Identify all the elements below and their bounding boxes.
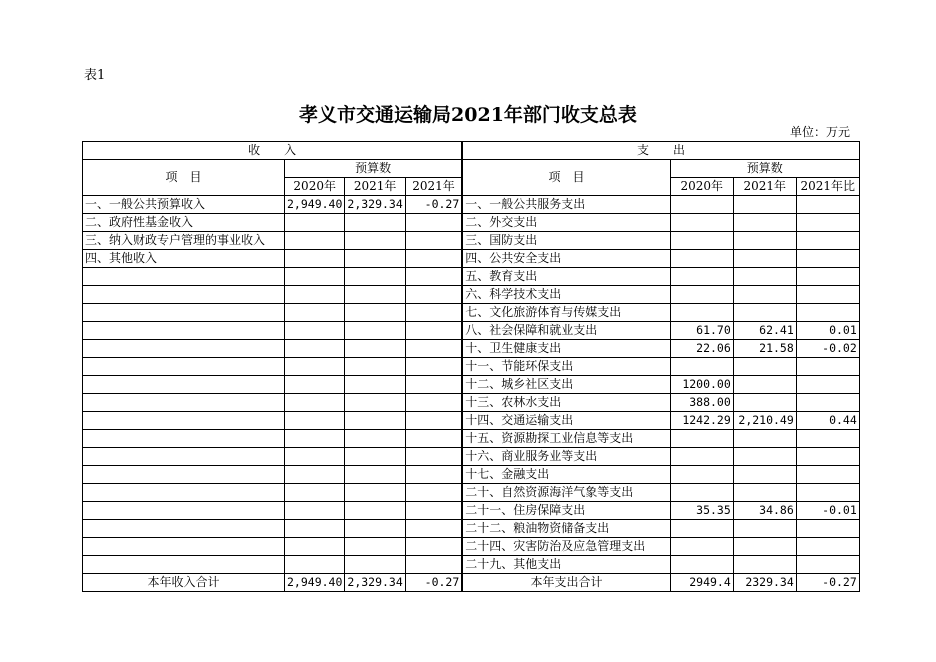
expense-value bbox=[670, 430, 733, 448]
income-item-label bbox=[83, 502, 285, 520]
table-row bbox=[83, 556, 860, 574]
expense-value bbox=[670, 556, 733, 574]
expense-item-label: 二十、自然资源海洋气象等支出 bbox=[462, 484, 670, 502]
expense-value bbox=[733, 556, 796, 574]
expense-value bbox=[796, 250, 859, 268]
income-item-label bbox=[83, 520, 285, 538]
expense-total-label: 本年支出合计 bbox=[462, 574, 670, 592]
income-item-label bbox=[83, 322, 285, 340]
income-value bbox=[405, 502, 462, 520]
income-value bbox=[345, 556, 405, 574]
expense-year-header: 2021年比 bbox=[796, 178, 859, 196]
unit-label: 单位：万元 bbox=[789, 125, 850, 139]
expense-value bbox=[796, 196, 859, 214]
income-value bbox=[285, 232, 345, 250]
expense-value: 21.58 bbox=[733, 340, 796, 358]
income-value bbox=[345, 322, 405, 340]
expense-value bbox=[796, 556, 859, 574]
expense-value bbox=[670, 304, 733, 322]
income-item-label bbox=[83, 304, 285, 322]
expense-value bbox=[796, 286, 859, 304]
expense-budget-header: 预算数 bbox=[670, 160, 859, 178]
income-item-label bbox=[83, 286, 285, 304]
expense-item-label: 一、一般公共服务支出 bbox=[462, 196, 670, 214]
income-value: 2,329.34 bbox=[345, 196, 405, 214]
expense-value bbox=[796, 358, 859, 376]
income-item-label bbox=[83, 466, 285, 484]
table-row bbox=[83, 466, 860, 484]
expense-item-header: 项 目 bbox=[462, 160, 670, 196]
income-value bbox=[345, 376, 405, 394]
income-item-label: 四、其他收入 bbox=[83, 250, 285, 268]
expense-item-label: 十三、农林水支出 bbox=[462, 394, 670, 412]
expense-item-label: 六、科学技术支出 bbox=[462, 286, 670, 304]
expense-total-value: 2329.34 bbox=[733, 574, 796, 592]
table-row bbox=[83, 430, 860, 448]
income-value bbox=[285, 322, 345, 340]
table-row bbox=[83, 340, 860, 358]
expense-value bbox=[733, 232, 796, 250]
income-value bbox=[405, 322, 462, 340]
expense-item-label: 五、教育支出 bbox=[462, 268, 670, 286]
expense-value bbox=[733, 466, 796, 484]
income-value bbox=[405, 250, 462, 268]
table-row bbox=[83, 268, 860, 286]
income-value bbox=[285, 484, 345, 502]
income-value bbox=[345, 412, 405, 430]
expense-value: -0.02 bbox=[796, 340, 859, 358]
income-item-label: 三、纳入财政专户管理的事业收入 bbox=[83, 232, 285, 250]
income-value bbox=[285, 520, 345, 538]
expense-value: 22.06 bbox=[670, 340, 733, 358]
income-value bbox=[285, 376, 345, 394]
table-row bbox=[83, 286, 860, 304]
income-total-value: 2,329.34 bbox=[345, 574, 405, 592]
income-item-label bbox=[83, 412, 285, 430]
expense-value bbox=[670, 484, 733, 502]
table-row bbox=[83, 484, 860, 502]
expense-section-header: 支 出 bbox=[462, 142, 859, 160]
income-value bbox=[345, 232, 405, 250]
income-value bbox=[285, 502, 345, 520]
expense-value bbox=[796, 394, 859, 412]
expense-item-label: 十四、交通运输支出 bbox=[462, 412, 670, 430]
income-value bbox=[345, 502, 405, 520]
income-item-label bbox=[83, 448, 285, 466]
expense-value bbox=[670, 250, 733, 268]
expense-value: 0.44 bbox=[796, 412, 859, 430]
expense-item-label: 十五、资源勘探工业信息等支出 bbox=[462, 430, 670, 448]
expense-value bbox=[796, 304, 859, 322]
income-value bbox=[345, 286, 405, 304]
expense-value bbox=[796, 466, 859, 484]
table-row bbox=[83, 250, 860, 268]
income-value bbox=[345, 214, 405, 232]
expense-value bbox=[733, 538, 796, 556]
income-value bbox=[405, 214, 462, 232]
expense-item-label: 十、卫生健康支出 bbox=[462, 340, 670, 358]
totals-row bbox=[83, 574, 860, 592]
income-value bbox=[345, 520, 405, 538]
income-year-header: 2021年 bbox=[405, 178, 462, 196]
income-total-value: -0.27 bbox=[405, 574, 462, 592]
budget-table bbox=[82, 141, 860, 592]
income-value bbox=[285, 340, 345, 358]
expense-value bbox=[670, 286, 733, 304]
income-value bbox=[405, 538, 462, 556]
income-value bbox=[285, 394, 345, 412]
expense-value bbox=[733, 448, 796, 466]
expense-value bbox=[733, 394, 796, 412]
income-value bbox=[285, 286, 345, 304]
income-item-label: 二、政府性基金收入 bbox=[83, 214, 285, 232]
expense-value bbox=[670, 448, 733, 466]
expense-value: 62.41 bbox=[733, 322, 796, 340]
expense-value bbox=[796, 484, 859, 502]
expense-item-label: 八、社会保障和就业支出 bbox=[462, 322, 670, 340]
expense-value: 388.00 bbox=[670, 394, 733, 412]
table-row bbox=[83, 214, 860, 232]
table-row bbox=[83, 322, 860, 340]
income-value bbox=[345, 484, 405, 502]
expense-value bbox=[733, 376, 796, 394]
expense-value bbox=[733, 358, 796, 376]
expense-value bbox=[670, 520, 733, 538]
expense-item-label: 十七、金融支出 bbox=[462, 466, 670, 484]
table-row bbox=[83, 196, 860, 214]
income-value bbox=[405, 556, 462, 574]
income-year-header: 2021年 bbox=[345, 178, 405, 196]
expense-item-label: 十六、商业服务业等支出 bbox=[462, 448, 670, 466]
income-value bbox=[405, 358, 462, 376]
expense-value: 61.70 bbox=[670, 322, 733, 340]
income-value bbox=[345, 448, 405, 466]
expense-value bbox=[796, 232, 859, 250]
income-value bbox=[345, 250, 405, 268]
expense-value bbox=[670, 232, 733, 250]
expense-value bbox=[796, 214, 859, 232]
income-value bbox=[345, 358, 405, 376]
income-item-label bbox=[83, 358, 285, 376]
expense-value: -0.01 bbox=[796, 502, 859, 520]
income-item-label bbox=[83, 556, 285, 574]
income-value bbox=[405, 520, 462, 538]
income-section-header: 收 入 bbox=[83, 142, 463, 160]
expense-value: 1242.29 bbox=[670, 412, 733, 430]
income-value bbox=[285, 250, 345, 268]
expense-value bbox=[796, 538, 859, 556]
income-value bbox=[345, 538, 405, 556]
expense-value bbox=[733, 196, 796, 214]
expense-value bbox=[670, 268, 733, 286]
income-value bbox=[285, 556, 345, 574]
expense-item-label: 二十九、其他支出 bbox=[462, 556, 670, 574]
page-title: 孝义市交通运输局2021年部门收支总表 bbox=[299, 104, 637, 126]
table-row bbox=[83, 232, 860, 250]
income-item-label bbox=[83, 340, 285, 358]
expense-value bbox=[796, 268, 859, 286]
expense-item-label: 十二、城乡社区支出 bbox=[462, 376, 670, 394]
income-value: 2,949.40 bbox=[285, 196, 345, 214]
income-item-label bbox=[83, 376, 285, 394]
table-row bbox=[83, 520, 860, 538]
income-value bbox=[405, 484, 462, 502]
table-row bbox=[83, 376, 860, 394]
income-value bbox=[405, 340, 462, 358]
income-value bbox=[285, 448, 345, 466]
income-item-label bbox=[83, 394, 285, 412]
income-value bbox=[285, 214, 345, 232]
table-row bbox=[83, 502, 860, 520]
income-value bbox=[405, 286, 462, 304]
expense-value bbox=[796, 430, 859, 448]
income-value bbox=[405, 466, 462, 484]
income-value bbox=[285, 358, 345, 376]
table-row bbox=[83, 448, 860, 466]
expense-value: 35.35 bbox=[670, 502, 733, 520]
income-item-label bbox=[83, 538, 285, 556]
expense-value: 34.86 bbox=[733, 502, 796, 520]
expense-value bbox=[796, 376, 859, 394]
expense-value bbox=[733, 214, 796, 232]
expense-value bbox=[733, 250, 796, 268]
income-year-header: 2020年 bbox=[285, 178, 345, 196]
income-value bbox=[405, 268, 462, 286]
income-value bbox=[345, 466, 405, 484]
income-item-label bbox=[83, 484, 285, 502]
income-value bbox=[285, 304, 345, 322]
expense-value bbox=[796, 448, 859, 466]
table-row bbox=[83, 358, 860, 376]
expense-value bbox=[670, 358, 733, 376]
income-value bbox=[285, 538, 345, 556]
income-value bbox=[405, 304, 462, 322]
income-item-label bbox=[83, 430, 285, 448]
expense-value bbox=[733, 484, 796, 502]
expense-value bbox=[733, 268, 796, 286]
expense-value: 1200.00 bbox=[670, 376, 733, 394]
income-value bbox=[405, 412, 462, 430]
income-value bbox=[345, 430, 405, 448]
income-value bbox=[405, 448, 462, 466]
income-budget-header: 预算数 bbox=[285, 160, 463, 178]
expense-item-label: 四、公共安全支出 bbox=[462, 250, 670, 268]
income-value bbox=[405, 376, 462, 394]
income-item-label: 一、一般公共预算收入 bbox=[83, 196, 285, 214]
income-value bbox=[285, 268, 345, 286]
income-value bbox=[405, 430, 462, 448]
expense-total-value: 2949.4 bbox=[670, 574, 733, 592]
expense-item-label: 二十二、粮油物资储备支出 bbox=[462, 520, 670, 538]
table-number: 表1 bbox=[84, 68, 106, 83]
expense-item-label: 二、外交支出 bbox=[462, 214, 670, 232]
income-item-label bbox=[83, 268, 285, 286]
expense-item-label: 三、国防支出 bbox=[462, 232, 670, 250]
expense-value bbox=[670, 214, 733, 232]
expense-value bbox=[670, 196, 733, 214]
expense-value bbox=[796, 520, 859, 538]
expense-value bbox=[670, 466, 733, 484]
income-value bbox=[285, 466, 345, 484]
income-value bbox=[345, 340, 405, 358]
expense-value bbox=[733, 430, 796, 448]
expense-value: 2,210.49 bbox=[733, 412, 796, 430]
expense-item-label: 七、文化旅游体育与传媒支出 bbox=[462, 304, 670, 322]
expense-item-label: 十一、节能环保支出 bbox=[462, 358, 670, 376]
table-row bbox=[83, 394, 860, 412]
income-value bbox=[345, 268, 405, 286]
income-total-label: 本年收入合计 bbox=[83, 574, 285, 592]
table-row bbox=[83, 538, 860, 556]
expense-year-header: 2021年 bbox=[733, 178, 796, 196]
income-value: -0.27 bbox=[405, 196, 462, 214]
expense-value bbox=[733, 286, 796, 304]
income-value bbox=[405, 394, 462, 412]
income-value bbox=[285, 412, 345, 430]
income-value bbox=[345, 304, 405, 322]
expense-item-label: 二十一、住房保障支出 bbox=[462, 502, 670, 520]
expense-total-value: -0.27 bbox=[796, 574, 859, 592]
income-value bbox=[285, 430, 345, 448]
expense-value bbox=[733, 304, 796, 322]
expense-value bbox=[733, 520, 796, 538]
table-row bbox=[83, 412, 860, 430]
expense-value: 0.01 bbox=[796, 322, 859, 340]
expense-item-label: 二十四、灾害防治及应急管理支出 bbox=[462, 538, 670, 556]
expense-value bbox=[670, 538, 733, 556]
table-row bbox=[83, 304, 860, 322]
income-total-value: 2,949.40 bbox=[285, 574, 345, 592]
income-value bbox=[345, 394, 405, 412]
expense-year-header: 2020年 bbox=[670, 178, 733, 196]
income-item-header: 项 目 bbox=[83, 160, 285, 196]
income-value bbox=[405, 232, 462, 250]
